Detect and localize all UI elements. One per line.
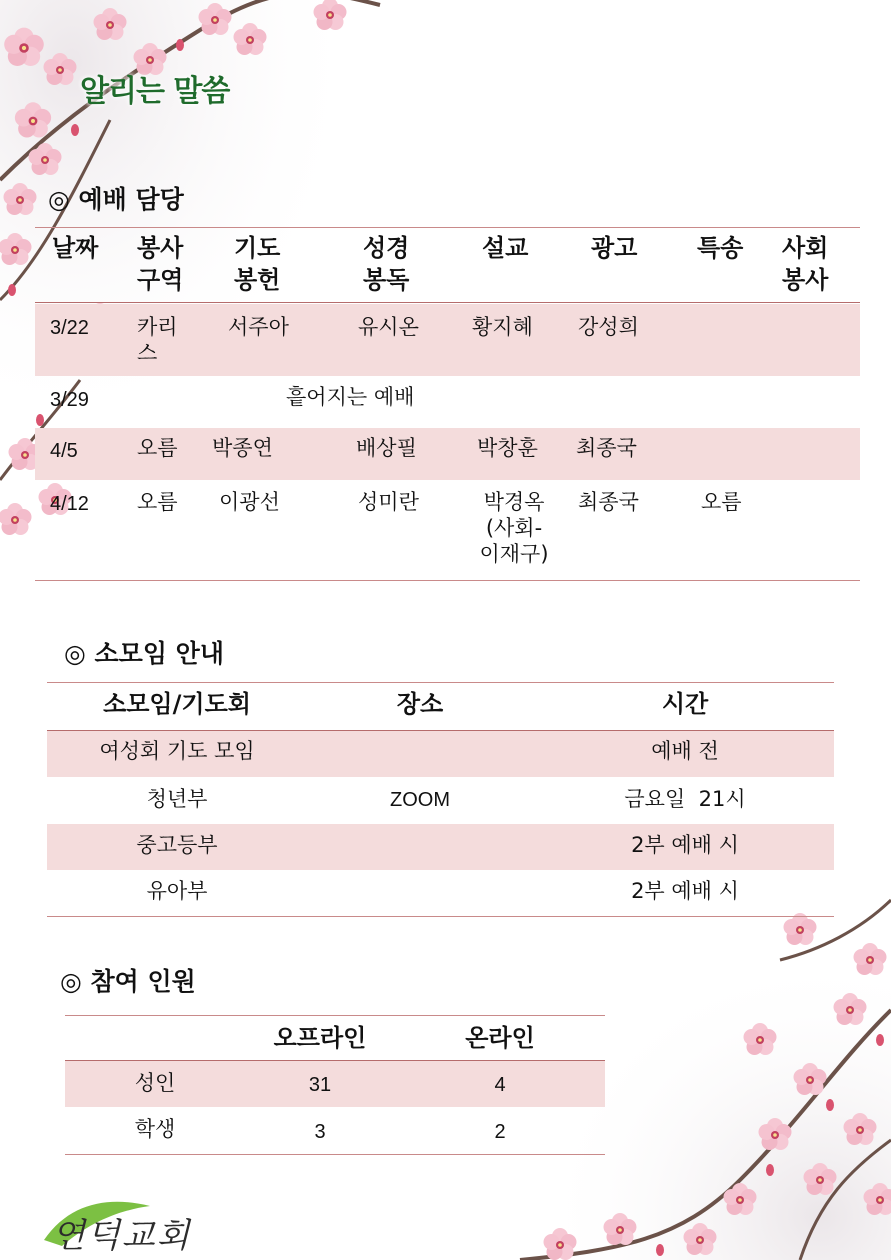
row-announcement: 최종국 xyxy=(576,436,637,460)
row-area: 카리 스 xyxy=(137,315,178,365)
attendance-offline: 3 xyxy=(314,1121,326,1143)
group-place: ZOOM xyxy=(390,789,450,811)
header-place: 장소 xyxy=(396,690,444,718)
attendance-label: 학생 xyxy=(134,1117,176,1141)
row-merged-note: 흩어지는 예배 xyxy=(286,385,415,409)
attendance-online: 4 xyxy=(494,1074,506,1096)
row-announcement: 강성희 xyxy=(578,315,639,339)
row-special-song: 오름 xyxy=(701,490,742,514)
attendance-offline: 31 xyxy=(308,1074,332,1096)
worship-duty-title: ◎ 예배 담당 xyxy=(48,185,184,214)
table-bottom-rule xyxy=(65,1154,605,1155)
table-top-rule xyxy=(35,227,860,228)
attendance-online: 2 xyxy=(494,1121,506,1143)
row-area: 오름 xyxy=(137,436,178,460)
header-bottom-rule xyxy=(35,302,860,303)
small-groups-title: ◎ 소모임 안내 xyxy=(64,639,224,668)
group-time: 예배 전 xyxy=(651,739,719,763)
header-area: 봉사 구역 xyxy=(137,234,184,294)
group-name: 중고등부 xyxy=(136,833,218,857)
table-bottom-rule xyxy=(47,916,834,917)
header-time: 시간 xyxy=(661,690,709,718)
header-announcement: 광고 xyxy=(591,234,638,262)
row-bible: 배상필 xyxy=(356,436,417,460)
header-prayer: 기도 봉헌 xyxy=(234,234,281,294)
row-date: 4/12 xyxy=(50,493,89,515)
header-online: 온라인 xyxy=(465,1024,535,1052)
row-sermon: 황지혜 xyxy=(472,315,533,339)
page-title: 알리는 말씀 xyxy=(80,74,230,109)
header-date: 날짜 xyxy=(52,234,99,262)
row-announcement: 최종국 xyxy=(578,490,639,514)
table-bottom-rule xyxy=(35,580,860,581)
row-date: 3/29 xyxy=(50,389,89,411)
row-date: 3/22 xyxy=(50,317,89,339)
group-name: 여성회 기도 모임 xyxy=(99,739,255,763)
row-prayer: 이광선 xyxy=(219,490,280,514)
table-top-rule xyxy=(47,682,834,683)
header-special-song: 특송 xyxy=(697,234,744,262)
group-time: 금요일 21시 xyxy=(624,787,746,811)
row-sermon: 박경옥 (사회- 이재구) xyxy=(479,490,549,566)
header-bible: 성경 봉독 xyxy=(363,234,410,294)
header-sermon: 설교 xyxy=(482,234,529,262)
row-bible: 유시온 xyxy=(358,315,419,339)
header-service: 사회 봉사 xyxy=(782,234,829,294)
group-time: 2부 예배 시 xyxy=(631,833,739,857)
table-top-rule xyxy=(65,1015,605,1016)
group-name: 유아부 xyxy=(146,879,208,903)
attendance-title: ◎ 참여 인원 xyxy=(60,967,196,996)
church-logo: 연덕교회 xyxy=(52,1216,192,1256)
group-name: 청년부 xyxy=(146,787,208,811)
row-bible: 성미란 xyxy=(358,490,419,514)
group-time: 2부 예배 시 xyxy=(631,879,739,903)
attendance-label: 성인 xyxy=(134,1071,176,1095)
row-prayer: 서주아 xyxy=(228,315,289,339)
row-sermon: 박창훈 xyxy=(477,436,538,460)
row-date: 4/5 xyxy=(50,440,78,462)
row-area: 오름 xyxy=(137,490,178,514)
row-prayer: 박종연 xyxy=(212,436,273,460)
header-offline: 오프라인 xyxy=(273,1024,367,1052)
header-group: 소모임/기도회 xyxy=(103,690,251,718)
